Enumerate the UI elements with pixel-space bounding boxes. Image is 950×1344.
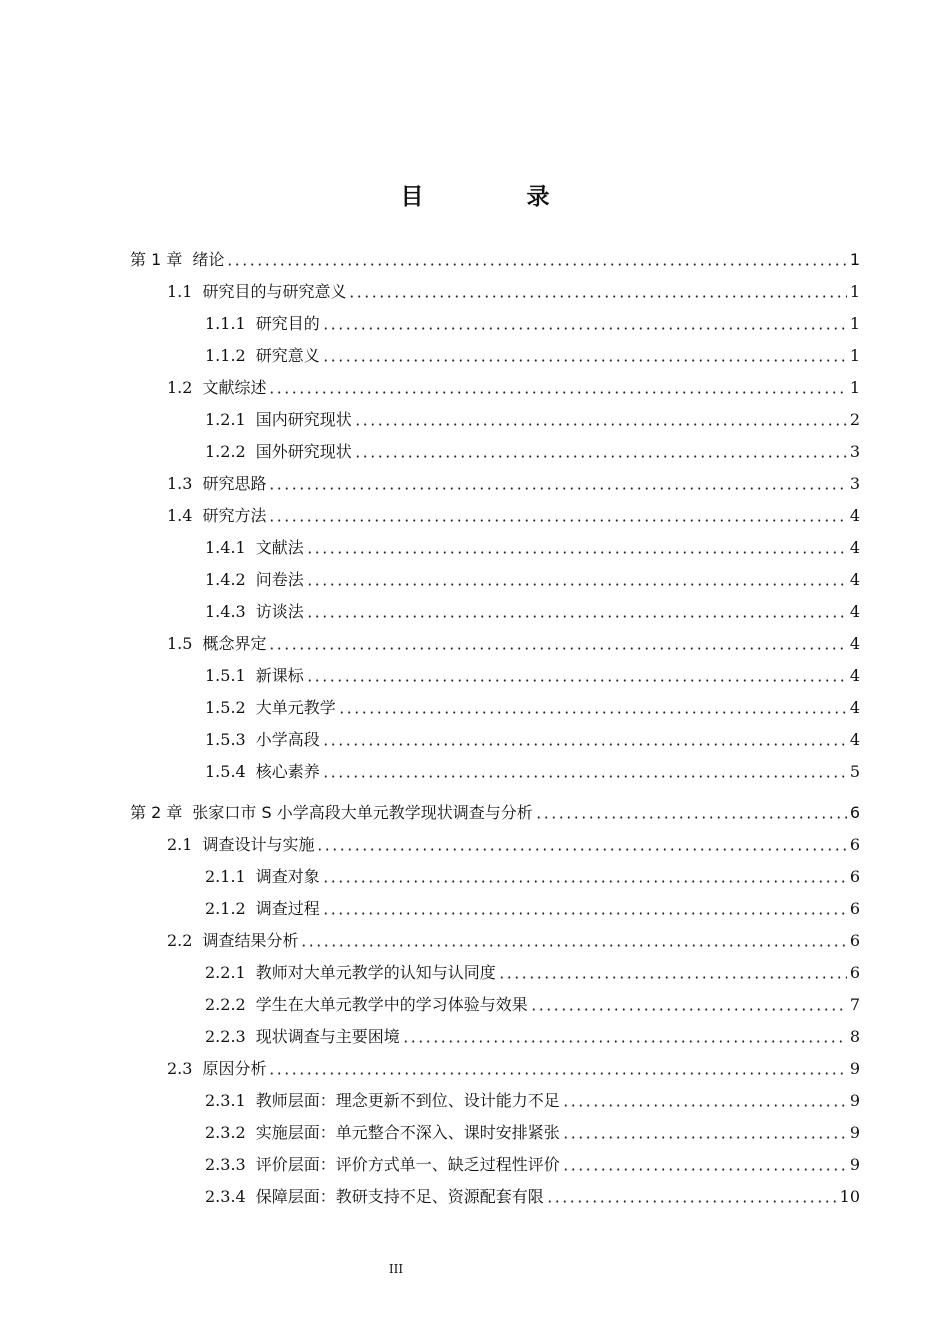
toc-entry[interactable] xyxy=(205,534,860,558)
toc-entry-title: 研究方法 xyxy=(202,506,267,525)
toc-entry[interactable] xyxy=(167,1055,860,1079)
dot-leader xyxy=(322,327,847,330)
toc-entry-page: 1 xyxy=(849,378,860,397)
toc-entry-page: 7 xyxy=(849,995,860,1014)
toc-entry-page: 3 xyxy=(849,442,860,461)
toc-entry[interactable] xyxy=(130,799,860,823)
toc-entry-page: 6 xyxy=(849,899,860,918)
toc-entry-page: 1 xyxy=(849,346,860,365)
toc-entry-number: 1.1 xyxy=(167,282,193,301)
toc-entry-title: 保障层面：教研支持不足、资源配套有限 xyxy=(255,1187,544,1206)
toc-entry-number: 1.5.1 xyxy=(205,666,246,685)
toc-entry-number: 1.5.3 xyxy=(205,730,246,749)
toc-entry-title: 国外研究现状 xyxy=(255,442,352,461)
toc-entry[interactable] xyxy=(205,406,860,430)
dot-leader xyxy=(268,519,846,522)
dot-leader xyxy=(402,1040,847,1043)
dot-leader xyxy=(322,743,847,746)
toc-entry-page: 4 xyxy=(849,538,860,557)
dot-leader xyxy=(354,423,847,426)
toc-entry-title: 实施层面：单元整合不深入、课时安排紧张 xyxy=(255,1123,560,1142)
toc-entry[interactable] xyxy=(167,831,860,855)
toc-entry[interactable] xyxy=(205,758,860,782)
toc-entry-page: 1 xyxy=(849,314,860,333)
toc-entry[interactable] xyxy=(205,438,860,462)
toc-entry-page: 1 xyxy=(849,282,860,301)
toc-entry-number: 1.4 xyxy=(167,506,193,525)
toc-entry[interactable] xyxy=(205,662,860,686)
toc-entry-title: 大单元教学 xyxy=(255,698,336,717)
toc-entry-number: 1.2.2 xyxy=(205,442,246,461)
toc-entry-number: 2.1.1 xyxy=(205,867,246,886)
toc-entry-title: 教师对大单元教学的认知与认同度 xyxy=(255,963,496,982)
toc-entry-title: 调查过程 xyxy=(255,899,320,918)
toc-entry-page: 9 xyxy=(849,1123,860,1142)
toc-entry[interactable] xyxy=(205,726,860,750)
toc-entry[interactable] xyxy=(167,927,860,951)
toc-entry[interactable] xyxy=(167,630,860,654)
toc-entry-title: 研究目的 xyxy=(255,314,320,333)
dot-leader xyxy=(316,848,846,851)
toc-entry[interactable] xyxy=(205,991,860,1015)
toc-entry-title: 学生在大单元教学中的学习体验与效果 xyxy=(255,995,528,1014)
toc-entry[interactable] xyxy=(167,374,860,398)
toc-entry-number: 1.5.4 xyxy=(205,762,246,781)
dot-leader xyxy=(348,295,846,298)
toc-entry-number: 1.4.1 xyxy=(205,538,246,557)
toc-entry-number: 1.2 xyxy=(167,378,193,397)
toc-entry[interactable] xyxy=(167,278,860,302)
toc-entry-title: 评价层面：评价方式单一、缺乏过程性评价 xyxy=(255,1155,560,1174)
dot-leader xyxy=(306,615,847,618)
toc-entry[interactable] xyxy=(205,863,860,887)
toc-entry[interactable] xyxy=(130,246,860,270)
toc-entry[interactable] xyxy=(205,310,860,334)
toc-entry[interactable] xyxy=(205,342,860,366)
toc-entry-title: 研究思路 xyxy=(202,474,267,493)
toc-entry-number: 2.3.3 xyxy=(205,1155,246,1174)
toc-entry-number: 1.1.1 xyxy=(205,314,246,333)
toc-entry-number: 1.4.3 xyxy=(205,602,246,621)
toc-entry-title: 张家口市 S 小学高段大单元教学现状调查与分析 xyxy=(192,803,533,822)
toc-entry[interactable] xyxy=(205,1087,860,1111)
toc-entry-page: 9 xyxy=(849,1091,860,1110)
toc-entry[interactable] xyxy=(205,566,860,590)
toc-entry[interactable] xyxy=(205,1119,860,1143)
toc-entry-title: 研究目的与研究意义 xyxy=(202,282,347,301)
toc-entry-title: 新课标 xyxy=(255,666,304,685)
toc-entry-title: 核心素养 xyxy=(255,762,320,781)
dot-leader xyxy=(562,1168,847,1171)
toc-entry-number: 2.1 xyxy=(167,835,193,854)
toc-entry-number: 2.2 xyxy=(167,931,193,950)
toc-entry-page: 4 xyxy=(849,666,860,685)
toc-entry-number: 2.3.1 xyxy=(205,1091,246,1110)
toc-entry-page: 9 xyxy=(849,1059,860,1078)
dot-leader xyxy=(268,487,846,490)
dot-leader xyxy=(354,455,847,458)
toc-entry[interactable] xyxy=(205,1151,860,1175)
toc-entry-page: 5 xyxy=(849,762,860,781)
dot-leader xyxy=(546,1200,837,1203)
toc-entry-page: 4 xyxy=(849,602,860,621)
toc-entry-title: 访谈法 xyxy=(255,602,304,621)
toc-entry-number: 第 1 章 xyxy=(130,250,183,269)
dot-leader xyxy=(338,711,847,714)
toc-entry-page: 8 xyxy=(849,1027,860,1046)
toc-entry-number: 2.3 xyxy=(167,1059,193,1078)
dot-leader xyxy=(300,944,846,947)
toc-entry-page: 4 xyxy=(849,570,860,589)
toc-entry-number: 1.5.2 xyxy=(205,698,246,717)
toc-entry[interactable] xyxy=(205,895,860,919)
toc-entry[interactable] xyxy=(205,694,860,718)
toc-entry-number: 1.5 xyxy=(167,634,193,653)
toc-entry-title: 国内研究现状 xyxy=(255,410,352,429)
toc-entry-page: 3 xyxy=(849,474,860,493)
toc-entry-page: 4 xyxy=(849,698,860,717)
toc-entry-page: 4 xyxy=(849,634,860,653)
toc-entry-title: 现状调查与主要困境 xyxy=(255,1027,400,1046)
toc-entry-number: 1.3 xyxy=(167,474,193,493)
toc-entry-number: 2.1.2 xyxy=(205,899,246,918)
dot-leader xyxy=(306,583,847,586)
dot-leader xyxy=(562,1104,847,1107)
dot-leader xyxy=(306,679,847,682)
dot-leader xyxy=(268,647,846,650)
toc-entry-title: 文献法 xyxy=(255,538,304,557)
dot-leader xyxy=(268,391,846,394)
toc-entry-number: 第 2 章 xyxy=(130,803,183,822)
dot-leader xyxy=(306,551,847,554)
toc-entry-title: 教师层面：理念更新不到位、设计能力不足 xyxy=(255,1091,560,1110)
toc-entry-number: 2.2.3 xyxy=(205,1027,246,1046)
dot-leader xyxy=(322,912,847,915)
page-title: 目 录 xyxy=(400,184,590,210)
toc-entry[interactable] xyxy=(167,470,860,494)
toc-entry-page: 10 xyxy=(839,1187,860,1206)
dot-leader xyxy=(535,816,847,819)
toc-entry-number: 2.2.1 xyxy=(205,963,246,982)
toc-entry-number: 2.3.2 xyxy=(205,1123,246,1142)
toc-entry-number: 1.1.2 xyxy=(205,346,246,365)
dot-leader xyxy=(530,1008,847,1011)
toc-entry-number: 1.2.1 xyxy=(205,410,246,429)
toc-entry-number: 1.4.2 xyxy=(205,570,246,589)
toc-entry[interactable] xyxy=(205,598,860,622)
toc-entry-title: 概念界定 xyxy=(202,634,267,653)
toc-entry[interactable] xyxy=(167,502,860,526)
toc-entry-title: 调查设计与实施 xyxy=(202,835,315,854)
toc-entry-title: 绪论 xyxy=(192,250,225,269)
toc-entry[interactable] xyxy=(205,1023,860,1047)
toc-entry-page: 6 xyxy=(849,867,860,886)
toc-entry-page: 6 xyxy=(849,931,860,950)
toc-entry-title: 调查结果分析 xyxy=(202,931,299,950)
toc-entry-title: 调查对象 xyxy=(255,867,320,886)
dot-leader xyxy=(322,359,847,362)
toc-entry-page: 6 xyxy=(849,835,860,854)
toc-entry-title: 文献综述 xyxy=(202,378,267,397)
toc-entry-number: 2.3.4 xyxy=(205,1187,246,1206)
dot-leader xyxy=(226,263,846,266)
dot-leader xyxy=(498,976,847,979)
toc-entry-page: 6 xyxy=(849,803,860,822)
dot-leader xyxy=(322,880,847,883)
dot-leader xyxy=(322,775,847,778)
toc-entry-title: 小学高段 xyxy=(255,730,320,749)
toc-entry[interactable] xyxy=(205,1183,860,1207)
toc-entry-number: 2.2.2 xyxy=(205,995,246,1014)
dot-leader xyxy=(268,1072,846,1075)
page-number: III xyxy=(388,1262,404,1276)
toc-entry-title: 原因分析 xyxy=(202,1059,267,1078)
dot-leader xyxy=(562,1136,847,1139)
toc-entry-page: 4 xyxy=(849,506,860,525)
toc-entry-page: 6 xyxy=(849,963,860,982)
toc-entry-page: 9 xyxy=(849,1155,860,1174)
toc-entry-title: 研究意义 xyxy=(255,346,320,365)
toc-entry[interactable] xyxy=(205,959,860,983)
toc-entry-page: 2 xyxy=(849,410,860,429)
toc-entry-page: 1 xyxy=(849,250,860,269)
toc-entry-page: 4 xyxy=(849,730,860,749)
toc-entry-title: 问卷法 xyxy=(255,570,304,589)
